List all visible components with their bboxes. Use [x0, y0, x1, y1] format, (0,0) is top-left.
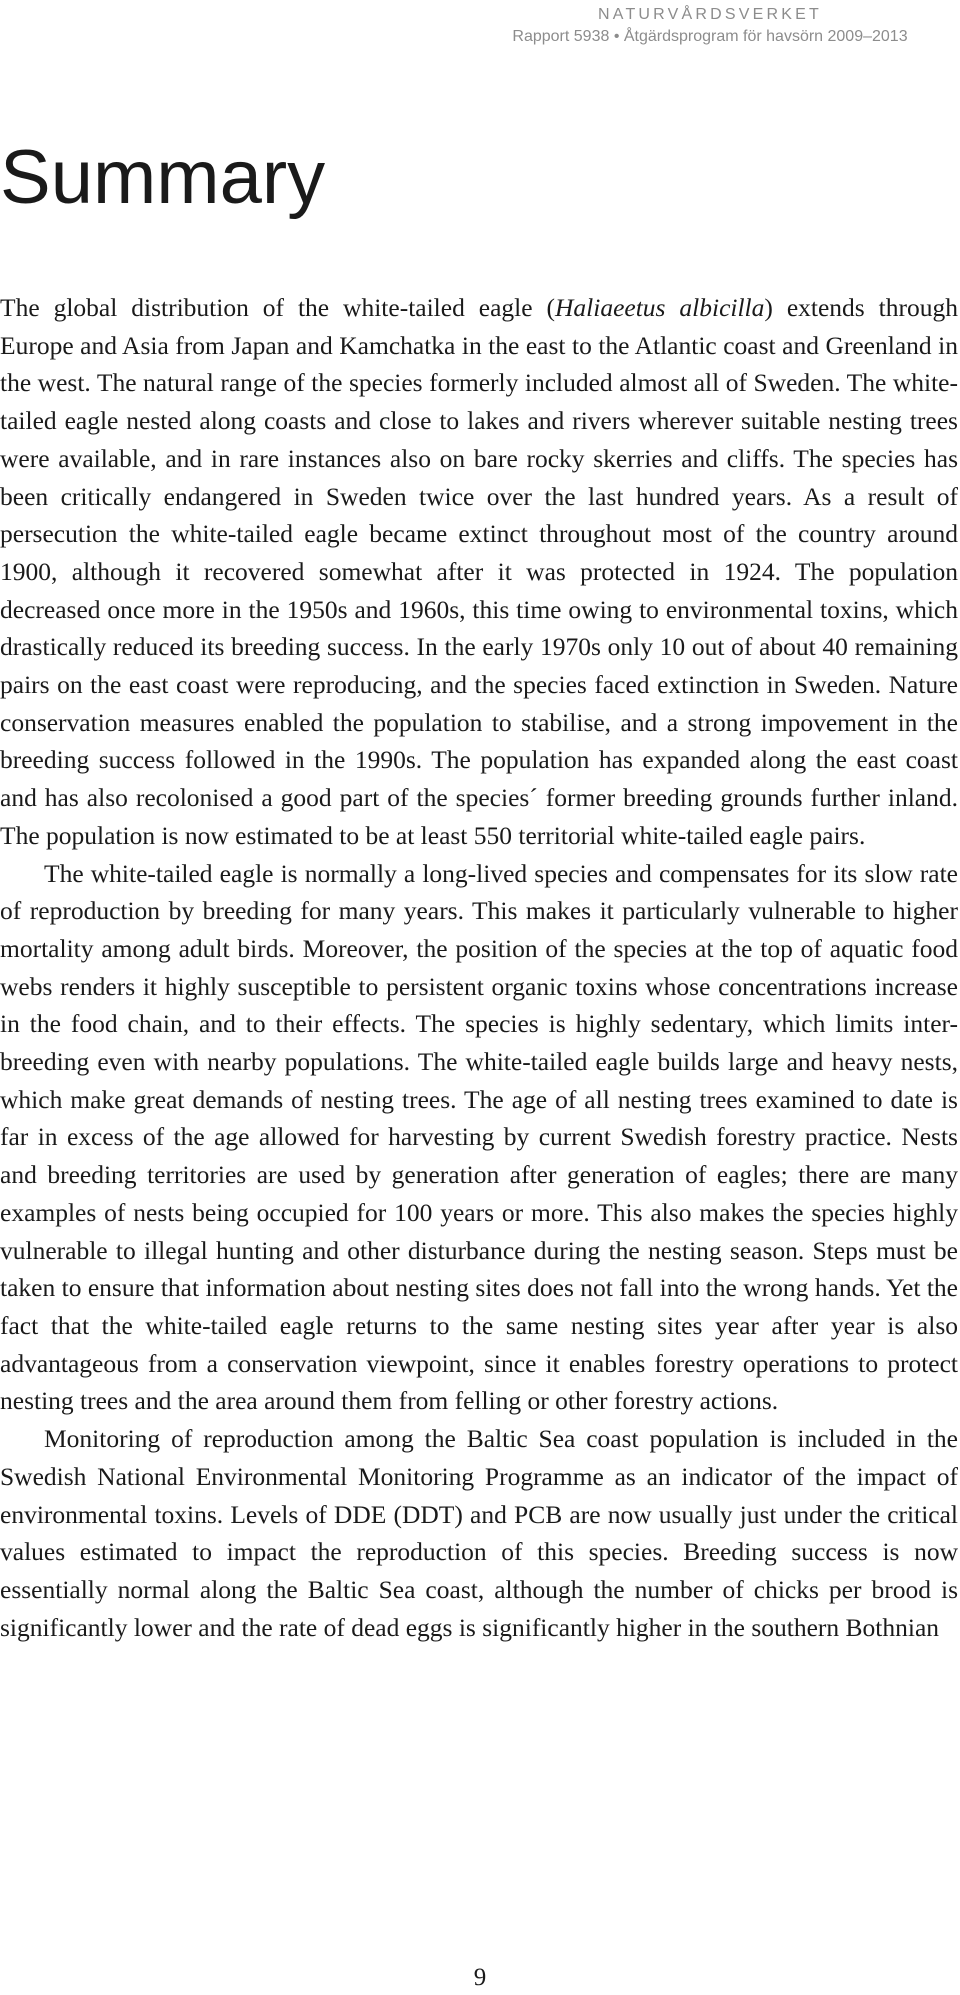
page-title: Summary — [0, 135, 326, 220]
page-number: 9 — [473, 1964, 487, 1991]
running-header — [460, 4, 960, 48]
paragraph-1-intro: The global distribution of the white-tailed eagle ( — [0, 293, 555, 322]
agency-name: NATURVÅRDSVERKET — [598, 6, 822, 23]
body-text — [0, 289, 958, 1646]
paragraph-1-text: ) extends through Europe and Asia from Japan and Kamchatka in the east to the Atlantic coast and Greenland in the west. The natural range of the species formerly included almost all of Sweden. The white-tailed eagle nested along coasts and close to lakes and rivers wherever suitable nesting trees were available, and in rare instances also on bare rocky skerries and cliffs. The species has been critically endangered in Sweden twice over the last hundred years. As a result of persecution the white-tailed eagle became extinct throughout most of the country around 1900, although it recovered somewhat after it was protected in 1924. The population decreased once more in the 1950s and 1960s, this time owing to environmental toxins, which drastically reduced its breeding success. In the early 1970s only 10 out of about 40 remaining pairs on the east coast were reproducing, and the species faced extinction in Sweden. Nature conservation measures enabled the population to stabilise, and a strong impovement in the breeding success followed in the 1990s. The population has expanded along the east coast and has also recolonised a good part of the species´ former breeding grounds further inland. The population is now estimated to be at least 550 territorial white-tailed eagle pairs. — [0, 293, 958, 850]
paragraph-2: The white-tailed eagle is normally a long-lived species and compensates for its slow rate of reproduction by breeding for many years. This makes it particularly vulnerable to higher mortality among adult birds. Moreover, the position of the species at the top of aquatic food webs renders it highly susceptible to persistent organic toxins whose concentrations increase in the food chain, and to their effects. The species is highly sedentary, which limits inter-breeding even with nearby populations. The white-tailed eagle builds large and heavy nests, which make great demands of nesting trees. The age of all nesting trees examined to date is far in excess of the age allowed for harvesting by current Swedish forestry practice. Nests and breeding territories are used by generation after generation of eagles; there are many examples of nests being occupied for 100 years or more. This also makes the species highly vulnerable to illegal hunting and other disturbance during the nesting season. Steps must be taken to ensure that information about nesting sites does not fall into the wrong hands. Yet the fact that the white-tailed eagle returns to the same nesting sites year after year is also advantageous from a conservation viewpoint, since it enables forestry operations to protect nesting trees and the area around them from felling or other forestry actions. — [0, 858, 958, 1416]
paragraph-3: Monitoring of reproduction among the Baltic Sea coast population is included in the Swedish National Environmental Monitoring Programme as an indicator of the impact of environmental toxins. Levels of DDE (DDT) and PCB are now usually just under the critical values estimated to impact the reproduction of this species. Breeding success is now essentially normal along the Baltic Sea coast, although the number of chicks per brood is significantly lower and the rate of dead eggs is significantly higher in the southern Bothnian — [0, 1424, 958, 1642]
report-title: Rapport 5938 • Åtgärdsprogram för havsörn 2009–2013 — [512, 28, 908, 45]
latin-species-name: Haliaeetus albicilla — [554, 293, 765, 322]
paragraph-1 — [0, 289, 958, 855]
